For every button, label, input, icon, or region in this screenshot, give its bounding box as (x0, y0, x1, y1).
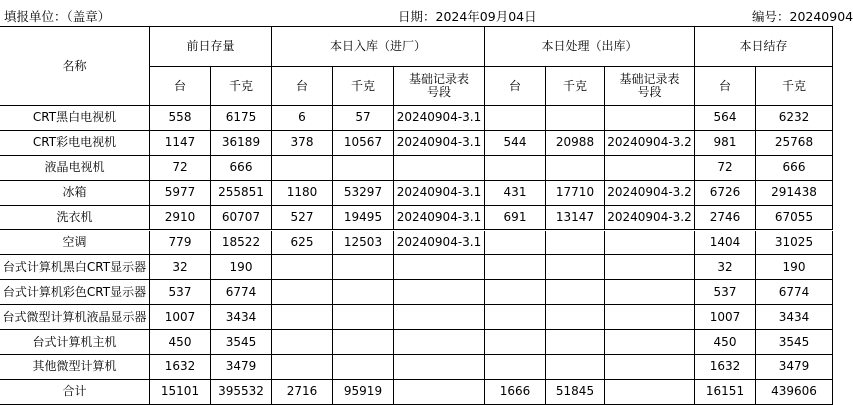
table-cell: 190 (756, 255, 833, 280)
table-cell: 3479 (211, 355, 272, 380)
table-cell (485, 355, 546, 380)
table-cell: 17710 (546, 181, 605, 206)
table-cell: 72 (150, 156, 211, 181)
table-cell (333, 330, 394, 355)
row-name: 洗衣机 (0, 206, 150, 231)
table-cell (546, 106, 605, 131)
table-cell (605, 355, 695, 380)
table-cell: 527 (272, 206, 333, 231)
table-cell: 450 (150, 330, 211, 355)
table-cell (485, 330, 546, 355)
column-header: 基础记录表号段 (394, 67, 485, 106)
column-header: 千克 (756, 67, 833, 106)
table-cell: 564 (695, 106, 756, 131)
table-cell: 60707 (211, 206, 272, 231)
table-cell (605, 231, 695, 256)
table-cell (333, 255, 394, 280)
table-cell: 32 (695, 255, 756, 280)
number-label: 编号：20240904 (752, 9, 853, 24)
table-cell: 291438 (756, 181, 833, 206)
column-header: 千克 (211, 67, 272, 106)
table-cell: 1404 (695, 231, 756, 256)
table-cell: 19495 (333, 206, 394, 231)
table-cell: 6774 (211, 280, 272, 305)
table-cell: 6 (272, 106, 333, 131)
name-header: 名称 (0, 26, 150, 106)
table-cell (485, 255, 546, 280)
table-cell: 2746 (695, 206, 756, 231)
row-name: 空调 (0, 231, 150, 256)
table-cell (605, 330, 695, 355)
table-cell: 395532 (211, 380, 272, 405)
table-cell (485, 280, 546, 305)
table-cell: 10567 (333, 131, 394, 156)
table-cell: 1007 (695, 305, 756, 330)
table-cell: 20988 (546, 131, 605, 156)
table-cell: 537 (150, 280, 211, 305)
table-cell: 36189 (211, 131, 272, 156)
column-header: 台 (695, 67, 756, 106)
row-name: CRT彩电电视机 (0, 131, 150, 156)
table-cell (546, 156, 605, 181)
table-cell (394, 156, 485, 181)
table-cell: 53297 (333, 181, 394, 206)
table-cell: 32 (150, 255, 211, 280)
group-header: 本日入库（进厂） (272, 26, 485, 67)
table-cell: 6175 (211, 106, 272, 131)
table-cell: 13147 (546, 206, 605, 231)
table-cell: 15101 (150, 380, 211, 405)
unit-label: 填报单位：（盖章） (4, 9, 111, 24)
column-header: 台 (485, 67, 546, 106)
table-cell: 20240904-3.1 (394, 231, 485, 256)
table-cell: 981 (695, 131, 756, 156)
table-cell: 3545 (211, 330, 272, 355)
table-cell: 558 (150, 106, 211, 131)
table-cell: 3434 (211, 305, 272, 330)
table-cell (394, 255, 485, 280)
column-header: 千克 (546, 67, 605, 106)
table-cell: 20240904-3.1 (394, 106, 485, 131)
table-cell: 6232 (756, 106, 833, 131)
row-name: 台式微型计算机液晶显示器 (0, 305, 150, 330)
table-cell (605, 280, 695, 305)
table-cell (333, 156, 394, 181)
table-cell (333, 280, 394, 305)
table-cell (546, 355, 605, 380)
group-header: 本日处理（出库） (485, 26, 695, 67)
table-cell (272, 305, 333, 330)
table-cell (605, 255, 695, 280)
table-cell (394, 280, 485, 305)
column-header: 台 (150, 67, 211, 106)
row-name: 液晶电视机 (0, 156, 150, 181)
table-cell: 20240904-3.1 (394, 131, 485, 156)
table-cell: 431 (485, 181, 546, 206)
table-cell (485, 231, 546, 256)
table-cell: 6774 (756, 280, 833, 305)
table-cell: 439606 (756, 380, 833, 405)
table-cell: 537 (695, 280, 756, 305)
table-cell: 691 (485, 206, 546, 231)
table-cell: 779 (150, 231, 211, 256)
row-name: 台式计算机主机 (0, 330, 150, 355)
column-header: 千克 (333, 67, 394, 106)
table-cell (394, 355, 485, 380)
table-cell (485, 156, 546, 181)
table-cell: 1147 (150, 131, 211, 156)
table-cell (546, 305, 605, 330)
date-label: 日期：2024年09月04日 (398, 9, 537, 24)
table-cell: 544 (485, 131, 546, 156)
table-cell: 95919 (333, 380, 394, 405)
table-cell: 20240904-3.1 (394, 206, 485, 231)
group-header: 前日存量 (150, 26, 272, 67)
table-cell (605, 106, 695, 131)
table-cell: 2716 (272, 380, 333, 405)
table-cell: 12503 (333, 231, 394, 256)
table-cell (394, 380, 485, 405)
table-cell: 450 (695, 330, 756, 355)
table-cell: 18522 (211, 231, 272, 256)
table-cell: 51845 (546, 380, 605, 405)
table-cell (394, 330, 485, 355)
table-cell: 6726 (695, 181, 756, 206)
row-name: 台式计算机黑白CRT显示器 (0, 255, 150, 280)
table-cell: 255851 (211, 181, 272, 206)
column-header: 台 (272, 67, 333, 106)
table-cell: 190 (211, 255, 272, 280)
row-name: 合计 (0, 380, 150, 405)
table-cell: 20240904-3.2 (605, 131, 695, 156)
table-cell (272, 255, 333, 280)
table-cell: 1632 (150, 355, 211, 380)
column-header: 基础记录表号段 (605, 67, 695, 106)
table-cell (272, 156, 333, 181)
table-cell (272, 355, 333, 380)
table-cell: 3434 (756, 305, 833, 330)
table-cell: 67055 (756, 206, 833, 231)
table-cell (333, 355, 394, 380)
table-cell: 3545 (756, 330, 833, 355)
table-cell (546, 255, 605, 280)
table-cell: 20240904-3.1 (394, 181, 485, 206)
table-cell: 1666 (485, 380, 546, 405)
table-cell: 1007 (150, 305, 211, 330)
table-cell: 1632 (695, 355, 756, 380)
row-name: 其他微型计算机 (0, 355, 150, 380)
table-cell: 72 (695, 156, 756, 181)
table-cell (394, 305, 485, 330)
table-cell (605, 380, 695, 405)
table-cell (605, 305, 695, 330)
table-cell (485, 106, 546, 131)
table-cell: 25768 (756, 131, 833, 156)
table-cell (546, 231, 605, 256)
table-cell: 3479 (756, 355, 833, 380)
row-name: CRT黑白电视机 (0, 106, 150, 131)
table-cell: 20240904-3.2 (605, 181, 695, 206)
table-cell (272, 330, 333, 355)
table-cell (272, 280, 333, 305)
row-name: 台式计算机彩色CRT显示器 (0, 280, 150, 305)
table-cell: 625 (272, 231, 333, 256)
table-cell (546, 280, 605, 305)
table-cell: 378 (272, 131, 333, 156)
table-cell: 20240904-3.2 (605, 206, 695, 231)
table-cell: 57 (333, 106, 394, 131)
table-cell: 666 (211, 156, 272, 181)
table-cell: 31025 (756, 231, 833, 256)
table-cell: 5977 (150, 181, 211, 206)
row-name: 冰箱 (0, 181, 150, 206)
table-cell: 2910 (150, 206, 211, 231)
table-cell (546, 330, 605, 355)
table-cell: 16151 (695, 380, 756, 405)
table-cell (333, 305, 394, 330)
table-cell: 1180 (272, 181, 333, 206)
table-cell: 666 (756, 156, 833, 181)
table-cell (485, 305, 546, 330)
group-header: 本日结存 (695, 26, 833, 67)
table-cell (605, 156, 695, 181)
